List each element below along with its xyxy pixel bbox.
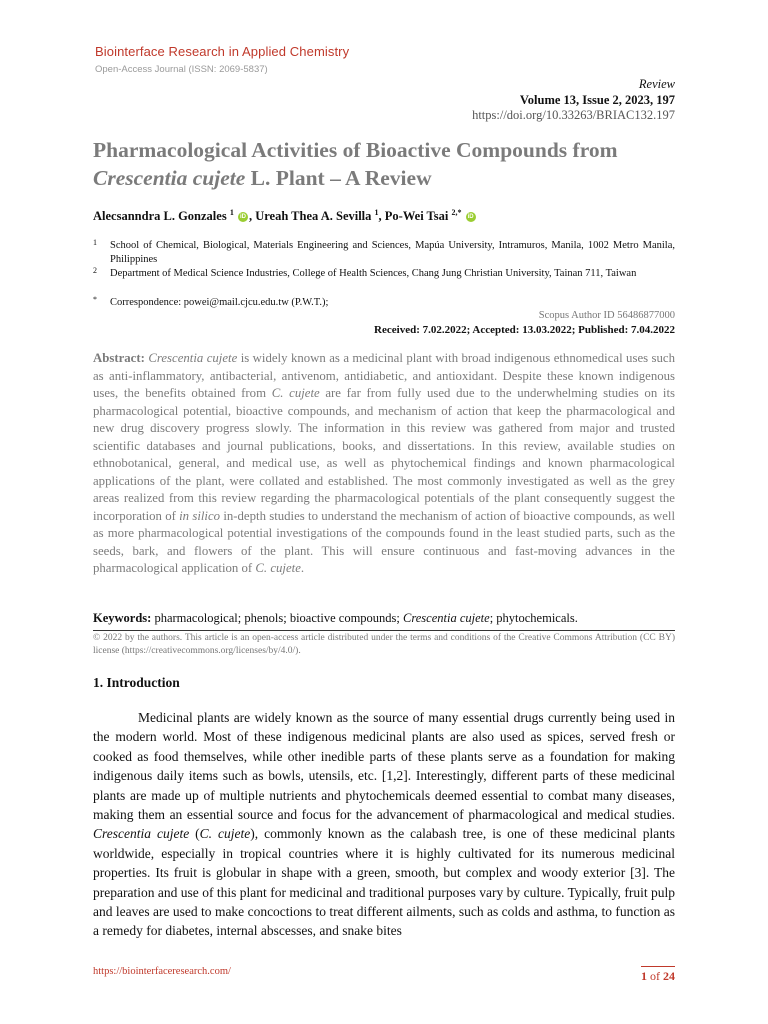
article-type: Review (638, 77, 675, 91)
affiliation-text: School of Chemical, Biological, Materials Engineering and Sciences, Mapúa University, Intramuros, Manila, 1002 Metro Manila, Philippines (110, 240, 675, 265)
title-species: Crescentia cujete (93, 166, 246, 190)
keywords (93, 611, 675, 626)
affiliation (93, 267, 675, 281)
journal-brand (95, 44, 349, 75)
keywords-text: pharmacological; phenols; bioactive compounds; (151, 611, 404, 625)
abstract-italic: Crescentia cujete (148, 351, 238, 365)
journal-subtitle: Open-Access Journal (ISSN: 2069-5837) (95, 64, 268, 75)
body-text: ), commonly known as the calabash tree, is one of these medicinal plants worldwide, especially in tropical countries where it is highly cultivated for its numerous medicinal properties. Its fruit is globular in shape with a green, smooth, but complex and woody exterior [3]. The preparation and use of this plant for medicinal and traditional purposes vary by culture. Typically, fruit pulp and leaves are used to make concoctions to treat different ailments, such as colds and asthma, to function as a remedy for diabetes, internal abscesses, and snake bites (93, 826, 675, 939)
abstract (93, 350, 675, 578)
section-heading: 1. Introduction (93, 675, 180, 690)
author-name: Ureah Thea A. Sevilla (255, 209, 372, 224)
title-line-2: L. Plant – A Review (245, 166, 432, 190)
affiliation-text: Department of Medical Science Industries, College of Health Sciences, Chang Jung Christian University, Tainan 711, Taiwan (110, 268, 637, 279)
author-name: Alecsanndra L. Gonzales (93, 209, 227, 224)
orcid-icon[interactable]: iD (239, 214, 246, 221)
keywords-label: Keywords: (93, 611, 152, 625)
journal-name: Biointerface Research in Applied Chemistry (95, 44, 350, 59)
body-text: ( (189, 826, 200, 842)
abstract-text: . (300, 561, 305, 575)
page-current: 1 (641, 969, 647, 983)
page-of: of (647, 969, 663, 983)
body-italic: Crescentia cujete (93, 826, 190, 842)
affiliation-number: 1 (93, 238, 97, 247)
abstract-text: in-depth studies to understand the mechanism of action of bioactive compounds, as well as more pharmacological potential investigations of the compounds found in the least studied parts, such as the seeds, bark, and flowers of the plant. This will ensure continuous and fast-moving advances in the pharmacological application of (93, 508, 675, 575)
abstract-text: is widely known as a medicinal plant with broad indigenous ethnomedical uses such as anti-inflammatory, antibacterial, antivenom, antidiabetic, and antioxidant. Despite these known indigenous uses, the benefits obtained from (93, 351, 675, 400)
abstract-italic: C. cujete (271, 386, 320, 400)
author-affil-sup: 1 (229, 208, 234, 217)
correspondence-text: Correspondence: powei@mail.cjcu.edu.tw (P.W.T.); (110, 297, 329, 308)
abstract-italic: C. cujete (255, 561, 301, 575)
license-notice: © 2022 by the authors. This article is an open-access article distributed under the terms and conditions of the Creative Commons Attribution (CC BY) license (https://creativecommons.org/licenses/by/4.0/). (93, 633, 675, 656)
correspondence (93, 296, 675, 310)
article-title (93, 136, 683, 192)
author-affil-sup: 1 (374, 208, 379, 217)
volume-info: Volume 13, Issue 2, 2023, 197 (519, 92, 675, 107)
article-meta (472, 77, 675, 124)
body-italic: C. cujete (199, 826, 251, 842)
page-number (641, 966, 675, 984)
footer-url[interactable]: https://biointerfaceresearch.com/ (93, 966, 231, 977)
abstract-label: Abstract: (93, 351, 145, 365)
doi-link[interactable]: https://doi.org/10.33263/BRIAC132.197 (472, 108, 675, 122)
affiliation-number: * (93, 295, 97, 304)
keywords-italic: Crescentia cujete (403, 611, 490, 625)
publication-dates: Received: 7.02.2022; Accepted: 13.03.2022; Published: 7.04.2022 (374, 324, 675, 336)
keywords-text: ; phytochemicals. (489, 611, 578, 625)
orcid-icon[interactable]: iD (467, 214, 474, 221)
divider (93, 630, 675, 631)
author-affil-sup: 2,* (451, 208, 462, 217)
affiliation (93, 239, 675, 266)
author-list: Alecsanndra L. Gonzales $^1$ iD , Ureah Thea A. Sevilla $^1$, Po-Wei Tsai $^{2,*}$ iD (93, 208, 474, 224)
abstract-italic: in silico (179, 508, 221, 523)
scopus-id: Scopus Author ID 56486877000 (538, 310, 675, 321)
abstract-text: are far from fully used due to the underwhelming studies on its pharmacological potential, bioactive compounds, and mechanism of action that keep the pharmacological and new drug discovery progress slowly. The information in this review was gathered from major and trusted scientific databases and journal publications, books, and dissertations. In this review, available studies on ethnobotanical, general, and medical use, as well as phytochemical findings and known pharmacological applications of the plant, were collated and established. The most commonly investigated as well as the grey areas realized from this review regarding the pharmacological potentials of the plant consequently suggest the incorporation of (93, 386, 675, 523)
page-total: 24 (663, 969, 675, 983)
affiliation-number: 2 (93, 266, 97, 275)
body-text: Medicinal plants are widely known as the source of many essential drugs currently being used in the modern world. Most of these indigenous medicinal plants are also used as spices, served fresh or cooked as food themselves, while other inedible parts of these plants serve as a foundation for making indigenous daily items such as bowls, utensils, etc. [1,2]. Interestingly, different parts of these medicinal plants are made up of multiple nutrients and phytochemicals deemed essential to combat many diseases, making them an essential source and focus for the advancement of pharmacological and medical studies. (93, 710, 675, 823)
title-line-1: Pharmacological Activities of Bioactive Compounds from (93, 138, 618, 162)
intro-paragraph (93, 708, 675, 941)
author-name: Po-Wei Tsai (384, 209, 449, 224)
